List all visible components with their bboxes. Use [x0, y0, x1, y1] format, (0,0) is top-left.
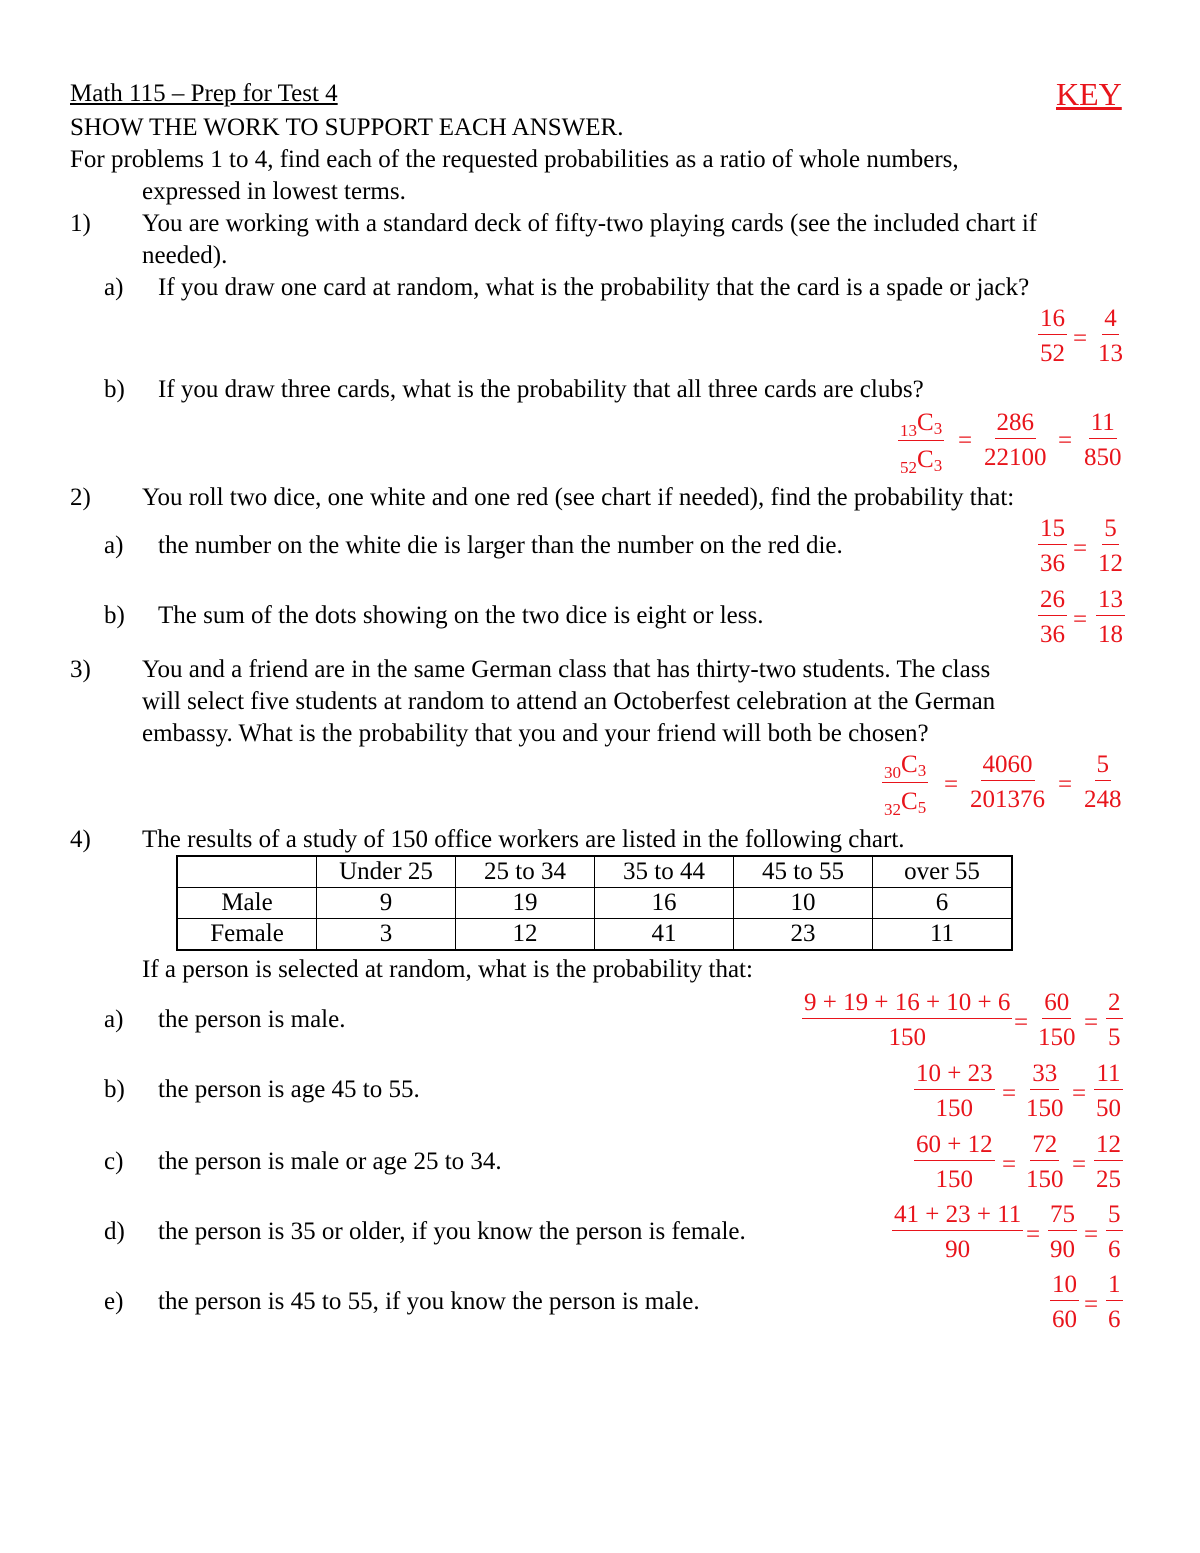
answer-4e-fraction-1 — [1050, 1272, 1079, 1332]
denominator: 18 — [1098, 621, 1123, 648]
problem-1-text-line-1: You are working with a standard deck of fifty-two playing cards (see the included chart if — [142, 210, 1038, 237]
problem-4a-text: the person is male. — [158, 1006, 346, 1033]
table-cell: 16 — [595, 888, 734, 919]
page-title: Math 115 – Prep for Test 4 — [70, 80, 338, 107]
denominator: 36 — [1040, 621, 1065, 648]
table-cell: Female — [177, 919, 317, 951]
denominator: 22100 — [984, 444, 1047, 471]
answer-1b-fraction-3 — [1082, 410, 1124, 470]
numerator: 13 — [1096, 587, 1125, 616]
denominator: 248 — [1084, 786, 1122, 813]
answer-3-fraction-2 — [968, 752, 1047, 812]
table-cell: 6 — [873, 888, 1013, 919]
table-cell: 10 — [734, 888, 873, 919]
problem-3-line-2: will select five students at random to attend an Octoberfest celebration at the German — [142, 688, 996, 715]
problem-4d-text: the person is 35 or older, if you know the person is female. — [158, 1218, 746, 1245]
numerator: 5 — [1102, 516, 1119, 545]
intro-line-1: For problems 1 to 4, find each of the requested probabilities as a ratio of whole numbers, — [70, 146, 959, 173]
answer-4e-fraction-2 — [1106, 1272, 1123, 1332]
numerator: 4 — [1102, 306, 1119, 335]
problem-1a-text: If you draw one card at random, what is the probability that the card is a spade or jack? — [158, 274, 1030, 301]
equals-sign: = — [1058, 427, 1073, 454]
denominator: 201376 — [970, 786, 1045, 813]
problem-2a-text: the number on the white die is larger than the number on the red die. — [158, 532, 843, 559]
table-cell: 3 — [317, 919, 456, 951]
answer-2b-fraction-1 — [1038, 587, 1067, 647]
problem-3-line-3: embassy. What is the probability that you and your friend will both be chosen? — [142, 720, 929, 747]
table-cell: 12 — [456, 919, 595, 951]
problem-4d-label: d) — [104, 1218, 125, 1245]
problem-4-number: 4) — [70, 826, 91, 853]
equals-sign: = — [1084, 1221, 1099, 1248]
problem-2-text: You roll two dice, one white and one red (see chart if needed), find the probability that: — [142, 484, 1015, 511]
denominator: 90 — [1050, 1236, 1075, 1263]
problem-1a-label: a) — [104, 274, 124, 301]
answer-4c-fraction-2 — [1024, 1132, 1066, 1192]
equals-sign: = — [1073, 606, 1088, 633]
denominator: 25 — [1096, 1166, 1121, 1193]
denominator: 12 — [1098, 550, 1123, 577]
answer-1b-combination-fraction — [898, 409, 944, 477]
numerator: 60 + 12 — [914, 1132, 995, 1161]
problem-4a-label: a) — [104, 1006, 124, 1033]
answer-4c-fraction-1 — [914, 1132, 995, 1192]
problem-4-question: If a person is selected at random, what is the probability that: — [142, 956, 753, 983]
equals-sign: = — [944, 771, 959, 798]
table-cell: 19 — [456, 888, 595, 919]
table-header-cell — [177, 856, 317, 888]
numerator: 10 — [1050, 1272, 1079, 1301]
numerator: 15 — [1038, 516, 1067, 545]
numerator: 1 — [1106, 1272, 1123, 1301]
equals-sign: = — [1073, 535, 1088, 562]
numerator: 41 + 23 + 11 — [892, 1202, 1023, 1231]
table-header-cell: 35 to 44 — [595, 856, 734, 888]
numerator: 11 — [1094, 1061, 1122, 1090]
denominator: 5 — [1108, 1024, 1121, 1051]
problem-4b-label: b) — [104, 1076, 125, 1103]
numerator: 286 — [995, 410, 1037, 439]
problem-2-number: 2) — [70, 484, 91, 511]
instruction: SHOW THE WORK TO SUPPORT EACH ANSWER. — [70, 114, 624, 141]
numerator: 26 — [1038, 587, 1067, 616]
table-row — [177, 888, 1012, 919]
numerator: 9 + 19 + 16 + 10 + 6 — [802, 990, 1012, 1019]
answer-3-combination-fraction — [882, 751, 928, 819]
denominator: 150 — [888, 1024, 926, 1051]
equals-sign: = — [1073, 325, 1088, 352]
denominator: 6 — [1108, 1306, 1121, 1333]
denominator: $_{32}C_5$ — [884, 788, 927, 819]
denominator: 850 — [1084, 444, 1122, 471]
denominator: 6 — [1108, 1236, 1121, 1263]
answer-1a-fraction-2 — [1096, 306, 1125, 366]
numerator: 75 — [1048, 1202, 1077, 1231]
answer-1b-fraction-2 — [982, 410, 1049, 470]
numerator: 60 — [1042, 990, 1071, 1019]
numerator: 16 — [1038, 306, 1067, 335]
denominator: $_{52}C_3$ — [900, 446, 943, 477]
numerator: 12 — [1094, 1132, 1123, 1161]
equals-sign: = — [1072, 1080, 1087, 1107]
numerator: 2 — [1106, 990, 1123, 1019]
answer-4d-fraction-3 — [1106, 1202, 1123, 1262]
problem-1b-label: b) — [104, 376, 125, 403]
problem-4-text: The results of a study of 150 office workers are listed in the following chart. — [142, 826, 905, 853]
numerator: 4060 — [981, 752, 1035, 781]
denominator: 150 — [1038, 1024, 1076, 1051]
equals-sign: = — [1058, 771, 1073, 798]
answer-4c-fraction-3 — [1094, 1132, 1123, 1192]
numerator: 33 — [1030, 1061, 1059, 1090]
table-cell: 11 — [873, 919, 1013, 951]
equals-sign: = — [1072, 1151, 1087, 1178]
table-cell: 23 — [734, 919, 873, 951]
answer-1a-fraction-1 — [1038, 306, 1067, 366]
equals-sign: = — [1084, 1009, 1099, 1036]
answer-4a-fraction-2 — [1036, 990, 1078, 1050]
problem-1-number: 1) — [70, 210, 91, 237]
numerator: 10 + 23 — [914, 1061, 995, 1090]
equals-sign: = — [1026, 1221, 1041, 1248]
denominator: 150 — [935, 1095, 974, 1122]
answer-4b-fraction-2 — [1024, 1061, 1066, 1121]
answer-4b-fraction-3 — [1094, 1061, 1123, 1121]
denominator: 150 — [935, 1166, 974, 1193]
denominator: 150 — [1026, 1095, 1064, 1122]
numerator: 5 — [1095, 752, 1112, 781]
problem-1b-text: If you draw three cards, what is the probability that all three cards are clubs? — [158, 376, 924, 403]
table-header-cell: 25 to 34 — [456, 856, 595, 888]
numerator: $_{13}C_3$ — [900, 409, 943, 440]
answer-2b-fraction-2 — [1096, 587, 1125, 647]
answer-key-label: KEY — [1056, 76, 1122, 112]
intro-line-2: expressed in lowest terms. — [142, 178, 406, 205]
answer-4d-fraction-1 — [892, 1202, 1023, 1262]
numerator: 5 — [1106, 1202, 1123, 1231]
problem-3-line-1: You and a friend are in the same German class that has thirty-two students. The class — [142, 656, 991, 683]
problem-4c-text: the person is male or age 25 to 34. — [158, 1148, 502, 1175]
denominator: 52 — [1040, 340, 1065, 367]
denominator: 36 — [1040, 550, 1065, 577]
problem-4c-label: c) — [104, 1148, 124, 1175]
denominator: 150 — [1026, 1166, 1064, 1193]
answer-4a-fraction-3 — [1106, 990, 1123, 1050]
study-results-table — [176, 855, 1013, 951]
table-header-cell: Under 25 — [317, 856, 456, 888]
problem-2b-text: The sum of the dots showing on the two dice is eight or less. — [158, 602, 764, 629]
table-header-row — [177, 856, 1012, 888]
answer-2a-fraction-2 — [1096, 516, 1125, 576]
answer-2a-fraction-1 — [1038, 516, 1067, 576]
equals-sign: = — [1002, 1080, 1017, 1107]
numerator: 72 — [1030, 1132, 1059, 1161]
table-cell: Male — [177, 888, 317, 919]
problem-4b-text: the person is age 45 to 55. — [158, 1076, 420, 1103]
table-header-cell: 45 to 55 — [734, 856, 873, 888]
problem-2b-label: b) — [104, 602, 125, 629]
denominator: 60 — [1052, 1306, 1077, 1333]
equals-sign: = — [1002, 1151, 1017, 1178]
answer-4d-fraction-2 — [1048, 1202, 1077, 1262]
problem-2a-label: a) — [104, 532, 124, 559]
table-header-cell: over 55 — [873, 856, 1013, 888]
problem-4e-text: the person is 45 to 55, if you know the person is male. — [158, 1288, 700, 1315]
numerator: $_{30}C_3$ — [884, 751, 927, 782]
numerator: 11 — [1089, 410, 1117, 439]
denominator: 90 — [945, 1236, 971, 1263]
problem-1-text-line-2: needed). — [142, 242, 228, 269]
answer-3-fraction-3 — [1082, 752, 1124, 812]
answer-4b-fraction-1 — [914, 1061, 995, 1121]
equals-sign: = — [1084, 1291, 1099, 1318]
problem-4e-label: e) — [104, 1288, 124, 1315]
denominator: 50 — [1096, 1095, 1121, 1122]
table-row — [177, 919, 1012, 951]
table-cell: 41 — [595, 919, 734, 951]
problem-3-number: 3) — [70, 656, 91, 683]
answer-4a-fraction-1 — [802, 990, 1012, 1050]
table-cell: 9 — [317, 888, 456, 919]
denominator: 13 — [1098, 340, 1123, 367]
equals-sign: = — [1014, 1009, 1029, 1036]
equals-sign: = — [958, 427, 973, 454]
